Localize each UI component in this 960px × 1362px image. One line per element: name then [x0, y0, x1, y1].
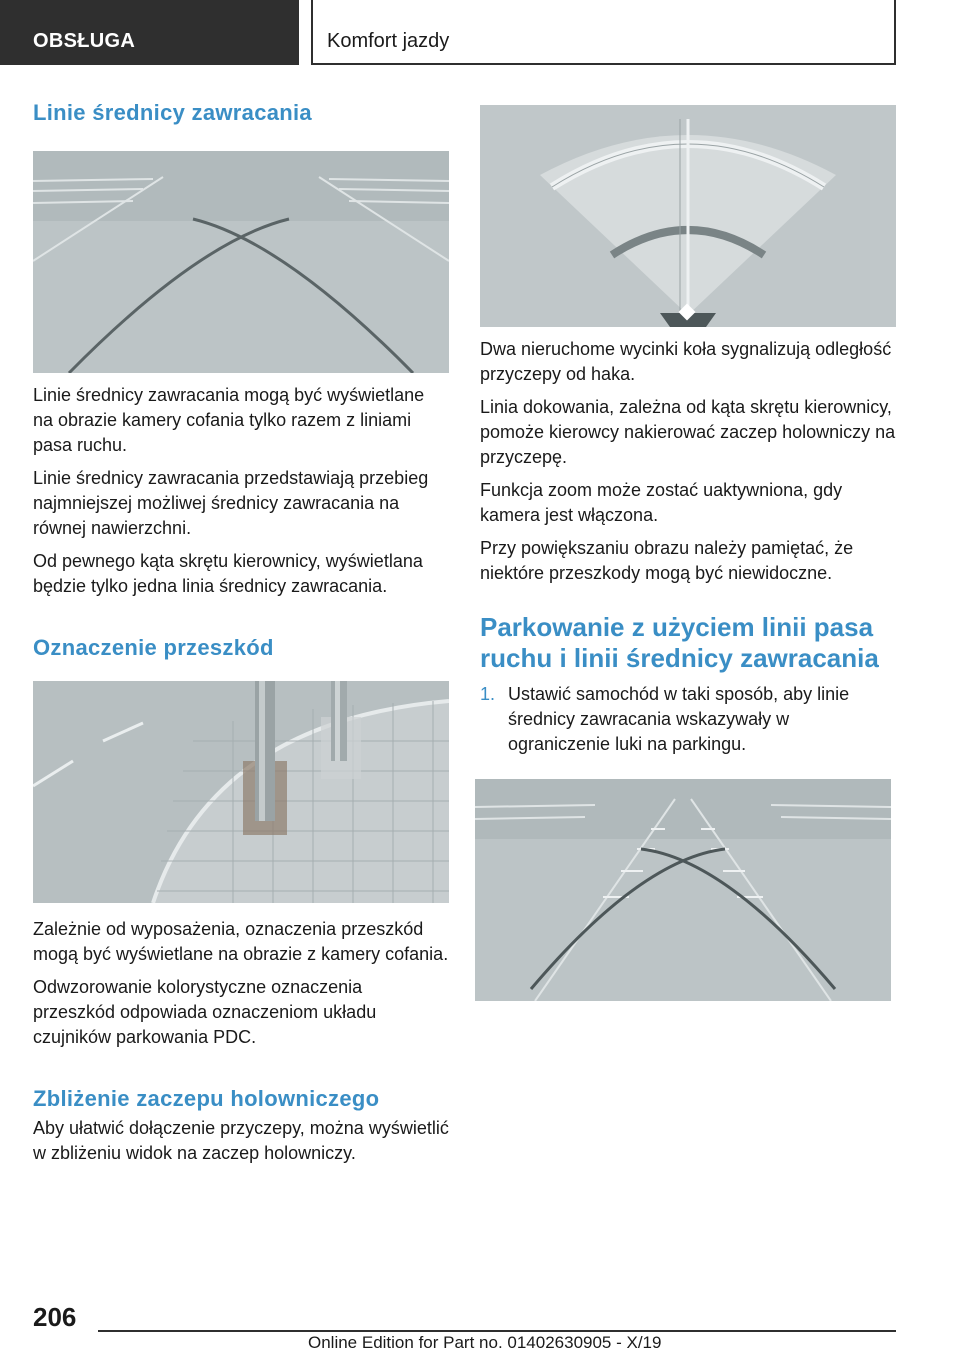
heading-turning-lines: Linie średnicy zawracania	[33, 100, 312, 125]
paragraph: Aby ułatwić dołączenie przyczepy, można wyświetlić w zbliżeniu widok na zaczep holowniczy.	[33, 1118, 449, 1163]
step-number: 1.	[480, 684, 496, 704]
paragraph: Funkcja zoom może zostać uaktywniona, gdy kamera jest włączona.	[480, 480, 843, 525]
list-item	[480, 682, 896, 757]
paragraph: Zależnie od wyposażenia, oznaczenia przeszkód mogą być wyświetlane na obrazie z kamery cofania.	[33, 919, 449, 964]
paragraph: Od pewnego kąta skrętu kierownicy, wyświetlana będzie tylko jedna linia średnicy zawracania.	[33, 551, 423, 596]
footer-divider	[98, 1330, 896, 1332]
heading-tow-hitch-zoom: Zbliżenie zaczepu holowniczego	[33, 1086, 380, 1111]
figure-turning-lines	[33, 151, 449, 373]
figure-obstacle-marking	[33, 681, 449, 903]
tow-hitch-illustration	[480, 105, 896, 327]
footer-edition: Online Edition for Part no. 01402630905 - X/19	[308, 1333, 662, 1352]
right-column	[480, 105, 896, 1001]
figure-tow-hitch-view	[480, 105, 896, 327]
turning-lines-illustration	[33, 151, 449, 373]
header-section-label: OBSŁUGA	[33, 30, 136, 52]
header-section-tab	[0, 0, 299, 65]
paragraph: Przy powiększaniu obrazu należy pamiętać, że niektóre przeszkody mogą być niewidoczne.	[480, 538, 854, 583]
paragraph: Dwa nieruchome wycinki koła sygnalizują odległość przyczepy od haka.	[480, 339, 892, 384]
paragraph: Linia dokowania, zależna od kąta skrętu kierownicy, pomoże kierowcy nakierować zaczep holowniczy na przyczepę.	[480, 397, 896, 467]
header-chapter-label: Komfort jazdy	[327, 30, 450, 52]
header-chapter-box	[311, 0, 896, 65]
steps-list	[480, 682, 896, 757]
paragraph: Linie średnicy zawracania przedstawiają przebieg najmniejszej możliwej średnicy zawracania na równej nawierzchni.	[33, 468, 429, 538]
page-number: 206	[33, 1302, 77, 1332]
figure-parking-lines	[475, 779, 891, 1001]
paragraph: Odwzorowanie kolorystyczne oznaczenia przeszkód odpowiada oznaczeniom układu czujników parkowania PDC.	[33, 977, 377, 1047]
heading-obstacle-marking: Oznaczenie przeszkód	[33, 635, 274, 660]
left-column	[33, 100, 449, 1166]
step-text: Ustawić samochód w taki sposób, aby linie średnicy zawracania wskazywały w ograniczenie luki na parkingu.	[508, 684, 850, 754]
heading-parking-lines: Parkowanie z użyciem linii pasa ruchu i linii średnicy zawracania	[480, 612, 879, 673]
paragraph: Linie średnicy zawracania mogą być wyświetlane na obrazie kamery cofania tylko razem z liniami pasa ruchu.	[33, 385, 425, 455]
parking-lines-illustration	[475, 779, 891, 1001]
obstacle-marking-illustration	[33, 681, 449, 903]
